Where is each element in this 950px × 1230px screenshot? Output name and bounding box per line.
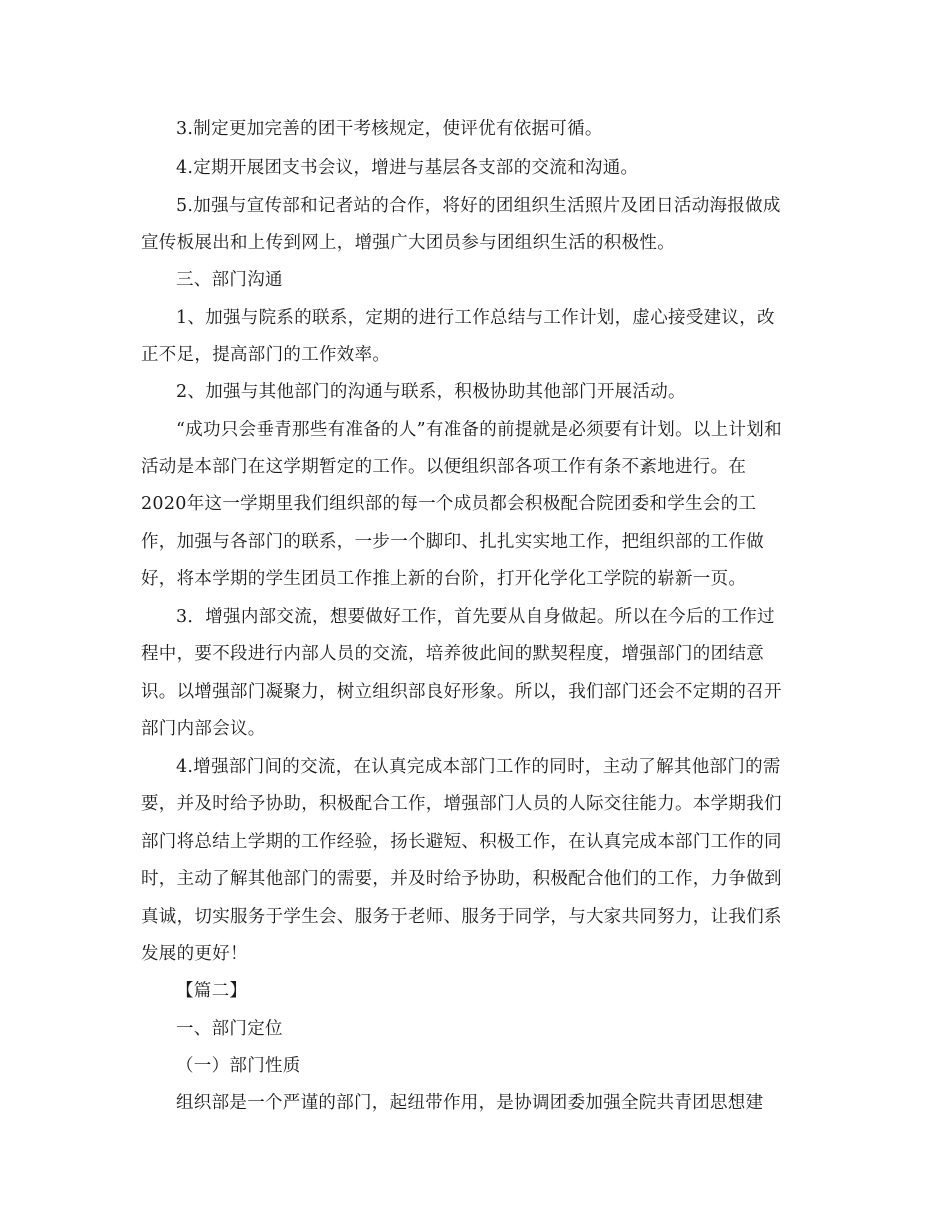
text-line: 组织部是一个严谨的部门，起纽带作用，是协调团委加强全院共青团思想建 [176,1093,764,1113]
text-line: 真诚，切实服务于学生会、服务于老师、服务于同学，与大家共同努力，让我们系 [141,907,782,927]
text-line: 好，将本学期的学生团员工作推上新的台阶，打开化学化工学院的崭新一页。 [141,569,747,589]
text-line: 部门内部会议。 [141,719,266,739]
text-line: 3．增强内部交流，想要做好工作，首先要从自身做起。所以在今后的工作过 [176,607,775,627]
text-line: “成功只会垂青那些有准备的人”有准备的前提就是必须要有计划。以上计划和 [176,420,782,440]
section-heading: 一、部门定位 [176,1019,283,1039]
text-line: 4.定期开展团支书会议，增进与基层各支部的交流和沟通。 [176,158,639,178]
subsection-heading: （一）部门性质 [176,1056,301,1076]
text-line: 要，并及时给予协助，积极配合工作，增强部门人员的人际交往能力。本学期我们 [141,794,782,814]
section-heading: 【篇二】 [176,981,248,1001]
text-line: 作，加强与各部门的联系，一步一个脚印、扎扎实实地工作，把组织部的工作做 [141,532,764,552]
text-line: 程中，要不段进行内部人员的交流，培养彼此间的默契程度，增强部门的团结意 [141,644,764,664]
text-line: 4.增强部门间的交流，在认真完成本部门工作的同时，主动了解其他部门的需 [176,757,781,777]
text-line: 正不足，提高部门的工作效率。 [141,345,391,365]
section-heading: 三、部门沟通 [176,270,283,290]
text-line: 1、加强与院系的联系，定期的进行工作总结与工作计划，虚心接受建议，改 [176,308,775,328]
text-line: 发展的更好！ [141,944,248,964]
text-line: 部门将总结上学期的工作经验，扬长避短、积极工作，在认真完成本部门工作的同 [141,832,782,852]
text-line: 识。以增强部门凝聚力，树立组织部良好形象。所以，我们部门还会不定期的召开 [141,682,782,702]
text-line: 5.加强与宣传部和记者站的合作，将好的团组织生活照片及团日活动海报做成 [176,196,781,216]
text-line: 2、加强与其他部门的沟通与联系，积极协助其他部门开展活动。 [176,382,686,402]
text-line: 宣传板展出和上传到网上，增强广大团员参与团组织生活的积极性。 [141,233,675,253]
text-line: 3.制定更加完善的团干考核规定，使评优有依据可循。 [176,119,603,139]
text-line: 活动是本部门在这学期暂定的工作。以便组织部各项工作有条不紊地进行。在 [141,457,747,477]
text-line: 时，主动了解其他部门的需要，并及时给予协助，积极配合他们的工作，力争做到 [141,869,782,889]
text-line: 2020年这一学期里我们组织部的每一个成员都会积极配合院团委和学生会的工 [141,494,757,514]
